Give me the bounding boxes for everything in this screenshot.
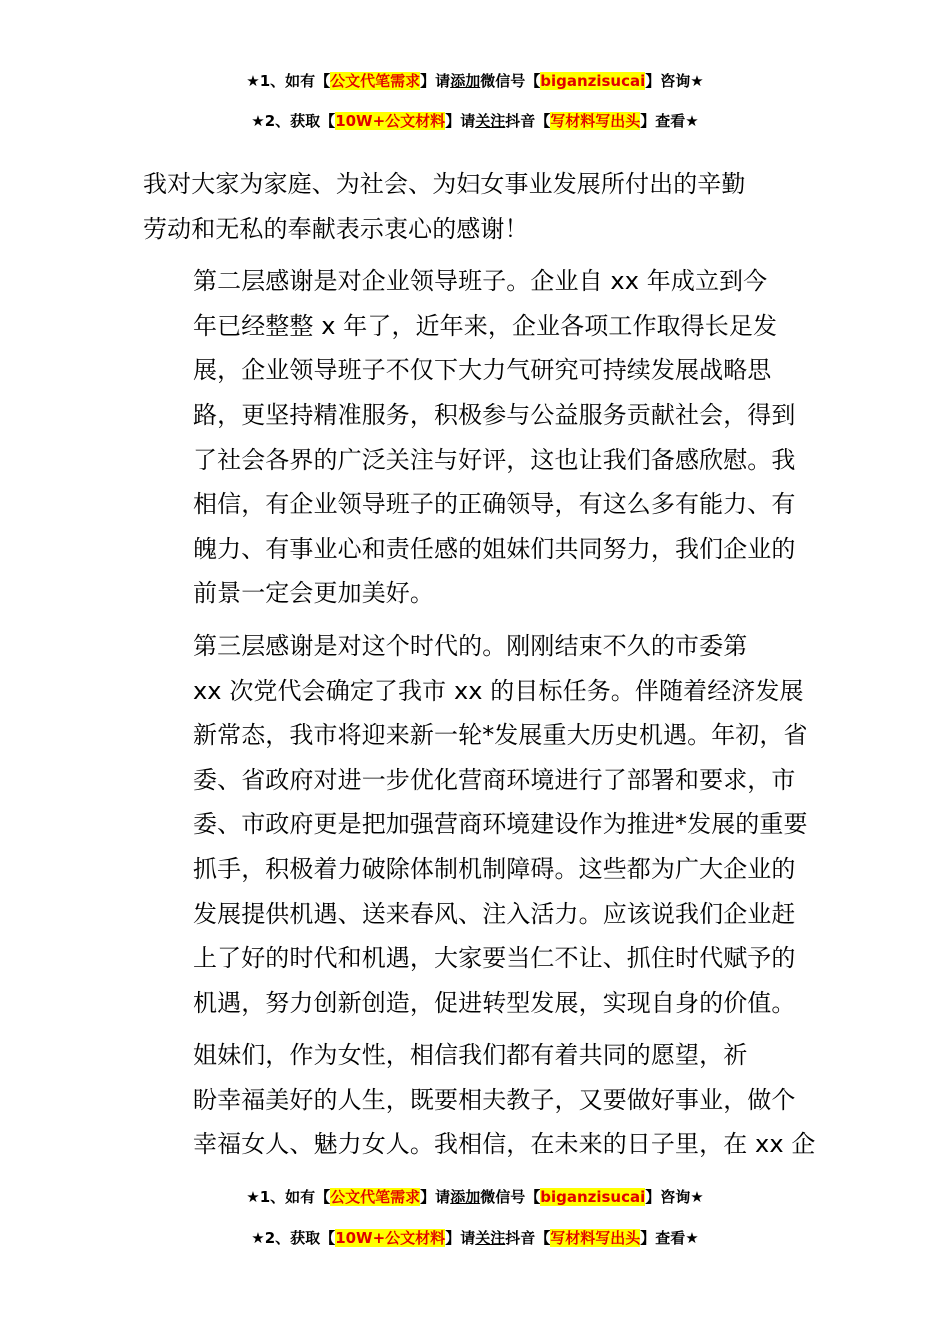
banner-highlight: 公文代笔需求 [330,1188,421,1206]
banner-text: 抖音【 [505,112,551,130]
text-line: 了社会各界的广泛关注与好评，这也让我们备感欣慰。我 [193,445,796,474]
text-line: 劳动和无私的奉献表示衷心的感谢！ [143,214,529,243]
banner-highlight: 10W+公文材料 [335,112,446,130]
banner-highlight: 公文代笔需求 [330,72,421,90]
text-line: 路，更坚持精准服务，积极参与公益服务贡献社会，得到 [193,400,796,429]
paragraph [143,162,811,251]
banner-wechat-id: biganzisucai [540,1188,646,1206]
banner-prefix: ★1、如有【 [246,72,331,90]
text-line: 委、市政府更是把加强营商环境建设作为推进*发展的重要 [193,810,808,839]
text-line: 姐妹们，作为女性，相信我们都有着共同的愿望，祈 [193,1041,748,1070]
banner-highlight: 10W+公文材料 [335,1229,446,1247]
text-line: 委、省政府对进一步优化营商环境进行了部署和要求，市 [193,765,796,794]
banner-text: 微信号【 [480,1188,541,1206]
banner-douyin-id: 写材料写出头 [550,1229,641,1247]
paragraph [143,624,811,1025]
header-line-2 [0,110,950,132]
text-line: 魄力、有事业心和责任感的姐妹们共同努力，我们企业的 [193,534,796,563]
footer-line-2 [0,1227,950,1249]
banner-suffix: 】查看★ [640,1229,699,1247]
banner-prefix: ★2、获取【 [251,112,336,130]
banner-text: 】请 [445,1229,476,1247]
text-line: 展，企业领导班子不仅下大力气研究可持续发展战略思 [193,356,772,385]
text-line: 发展提供机遇、送来春风、注入活力。应该说我们企业赶 [193,899,796,928]
footer-line-1 [0,1186,950,1208]
text-line: 新常态，我市将迎来新一轮*发展重大历史机遇。年初，省 [193,721,808,750]
text-line: 盼幸福美好的人生，既要相夫教子，又要做好事业，做个 [193,1085,796,1114]
header-line-1 [0,70,950,92]
paragraph [143,259,811,616]
banner-wechat-id: biganzisucai [540,72,646,90]
banner-underlined: 关注 [475,112,506,130]
text-line: xx 次党代会确定了我市 xx 的目标任务。伴随着经济发展 [193,676,804,705]
text-line: 幸福女人、魅力女人。我相信，在未来的日子里，在 xx 企 [193,1130,816,1159]
banner-douyin-id: 写材料写出头 [550,112,641,130]
banner-text: 】请 [420,1188,451,1206]
banner-text: 微信号【 [480,72,541,90]
banner-suffix: 】咨询★ [645,72,704,90]
text-line: 我对大家为家庭、为社会、为妇女事业发展所付出的辛勤 [143,170,746,198]
banner-text: 】请 [445,112,476,130]
text-line: 第二层感谢是对企业领导班子。企业自 xx 年成立到今 [193,267,768,296]
text-line: 前景一定会更加美好。 [193,579,434,608]
text-line: 年已经整整 x 年了，近年来，企业各项工作取得长足发 [193,311,778,340]
text-line: 抓手，积极着力破除体制机制障碍。这些都为广大企业的 [193,854,796,883]
document-body [143,162,816,1175]
text-line: 相信，有企业领导班子的正确领导，有这么多有能力、有 [193,490,796,519]
text-line: 机遇，努力创新创造，促进转型发展，实现自身的价值。 [193,988,796,1017]
banner-text: 】请 [420,72,451,90]
banner-underlined: 添加 [450,1188,481,1206]
banner-suffix: 】查看★ [640,112,699,130]
banner-text: 抖音【 [505,1229,551,1247]
banner-prefix: ★2、获取【 [251,1229,336,1247]
paragraph [143,1033,816,1167]
banner-suffix: 】咨询★ [645,1188,704,1206]
banner-underlined: 关注 [475,1229,506,1247]
text-line: 第三层感谢是对这个时代的。刚刚结束不久的市委第 [193,631,748,660]
text-line: 上了好的时代和机遇，大家要当仁不让、抓住时代赋予的 [193,944,796,973]
banner-prefix: ★1、如有【 [246,1188,331,1206]
banner-underlined: 添加 [450,72,481,90]
